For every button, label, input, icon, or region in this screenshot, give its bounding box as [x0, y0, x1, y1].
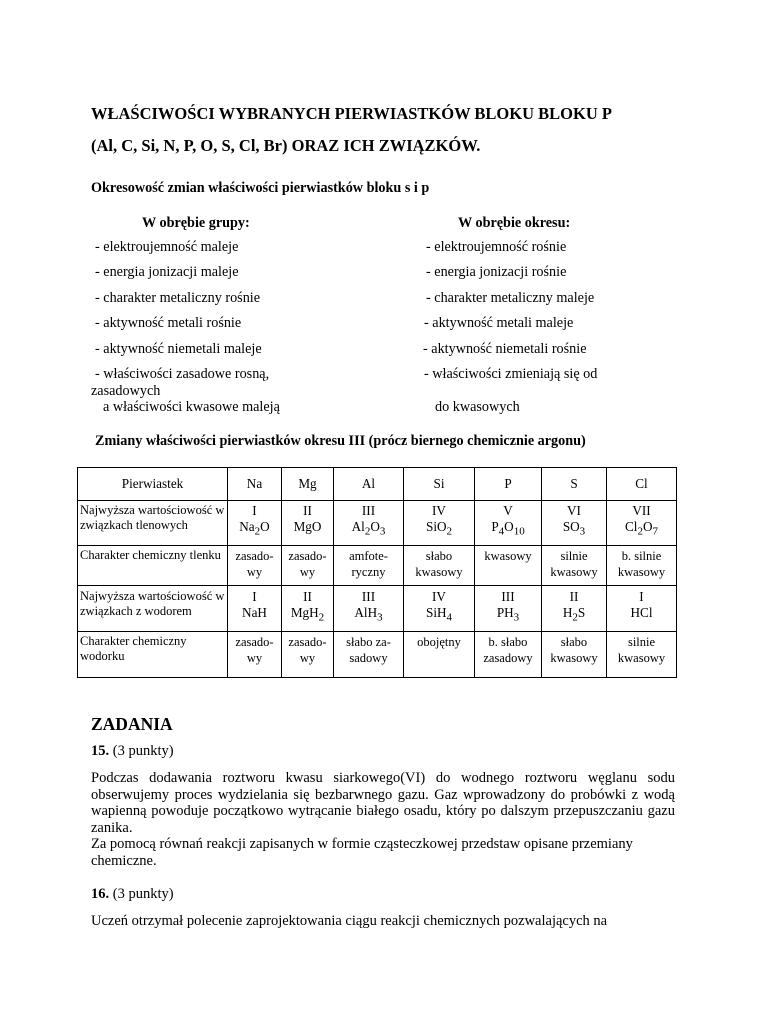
row-label [78, 501, 228, 546]
table-cell: I HCl [607, 586, 677, 632]
period-item: - elektroujemność rośnie [426, 239, 567, 255]
valence-value: V [503, 503, 513, 518]
table-cell: zasado- wy [282, 546, 334, 586]
group-item: - charakter metaliczny rośnie [95, 290, 261, 306]
group-item: - elektroujemność maleje [95, 239, 239, 255]
oxide-formula: MgO [293, 519, 322, 534]
table-row [78, 501, 677, 546]
hydride-formula: AlH$_3$ [354, 605, 383, 624]
table-cell: słabo kwasowy [404, 546, 475, 586]
period-heading: W obrębie okresu: [458, 215, 571, 231]
table-cell [282, 501, 334, 546]
period-item: - aktywność niemetali rośnie [423, 341, 587, 357]
group-heading: W obrębie grupy: [142, 215, 250, 231]
header-cell: Al [334, 468, 404, 501]
table-cell: kwasowy [475, 546, 542, 586]
table-cell: b. słabo zasadowy [475, 632, 542, 678]
table-cell: I NaH [228, 586, 282, 632]
row-label-text: Najwyższa wartościowość w związkach tlenowych [80, 503, 225, 532]
valence-value: IV [432, 503, 446, 518]
table-row [78, 586, 677, 632]
period-item: - charakter metaliczny maleje [426, 290, 595, 306]
header-cell: Mg [282, 468, 334, 501]
period-item: - aktywność metali maleje [424, 315, 574, 331]
group-item: a właściwości kwasowe maleją [103, 399, 280, 415]
table-cell: zasado- wy [228, 632, 282, 678]
header-cell: Na [228, 468, 282, 501]
period-item: do kwasowych [435, 399, 520, 415]
valence-value: I [252, 503, 257, 518]
table-cell: III $PH_3$ [475, 586, 542, 632]
document-title-line-1: WŁAŚCIWOŚCI WYBRANYCH PIERWIASTKÓW BLOKU BLOKU P [91, 104, 612, 123]
table-cell: słabo kwasowy [542, 632, 607, 678]
table-row [78, 546, 677, 586]
tasks-heading: ZADANIA [91, 714, 173, 734]
valence-value: VI [567, 503, 581, 518]
hydride-formula: $H_2S$ [562, 605, 586, 624]
oxide-formula: $Na_2O$ [239, 519, 270, 538]
period-three-properties-table [77, 467, 677, 678]
valence-value: II [303, 503, 312, 518]
oxide-formula: $P_4O_{10}$ [491, 519, 525, 538]
group-item: - energia jonizacji maleje [95, 264, 239, 280]
task-15-header [91, 743, 174, 760]
task-16-text: Uczeń otrzymał polecenie zaprojektowania ciągu reakcji chemicznych pozwalających na [91, 913, 608, 929]
document-title-line-2: (Al, C, Si, N, P, O, S, Cl, Br) ORAZ ICH ZWIĄZKÓW. [91, 136, 481, 155]
section-periodicity-heading: Okresowość zmian właściwości pierwiastków bloku s i p [91, 180, 430, 196]
row-label: Charakter chemiczny wodorku [78, 632, 228, 678]
table-cell: b. silnie kwasowy [607, 546, 677, 586]
table-cell [334, 501, 404, 546]
table-cell [542, 501, 607, 546]
group-item: - aktywność metali rośnie [95, 315, 242, 331]
row-label: Najwyższa wartościowość w związkach z wodorem [78, 586, 228, 632]
oxide-formula: $Al_2O_3$ [351, 519, 386, 538]
oxide-formula: $SO_3$ [562, 519, 586, 538]
hydride-formula: NaH [242, 605, 267, 620]
header-cell: Cl [607, 468, 677, 501]
valence-value: VII [632, 503, 651, 518]
task-points: (3 punkty) [112, 886, 174, 902]
valence-value: III [361, 503, 376, 518]
task-number: 15. [91, 743, 110, 759]
table-cell: obojętny [404, 632, 475, 678]
table-header-row [78, 468, 677, 501]
task-15-text: Podczas dodawania roztworu kwasu siarkowego(VI) do wodnego roztworu węglanu sodu obserwujemy proces wydzielania się bezbarwnego gazu. Gaz wprowadzony do probówki z wodą wapienną powoduje początkowo wytrącanie białego osadu, który po dalszym przepuszczaniu gazu zanika. [91, 770, 675, 836]
table-cell: II $H_2S$ [542, 586, 607, 632]
group-item: - właściwości zasadowe rosną, [95, 366, 270, 382]
period-item: - energia jonizacji rośnie [426, 264, 567, 280]
header-cell: Si [404, 468, 475, 501]
period-item: - właściwości zmieniają się od [424, 366, 598, 382]
table-cell: zasado- wy [228, 546, 282, 586]
section-period-three-heading: Zmiany właściwości pierwiastków okresu III (prócz biernego chemicznie argonu) [95, 433, 586, 449]
table-cell: III AlH$_3$ [334, 586, 404, 632]
table-cell: amfote- ryczny [334, 546, 404, 586]
header-cell: P [475, 468, 542, 501]
group-item: - aktywność niemetali maleje [95, 341, 262, 357]
table-cell: silnie kwasowy [607, 632, 677, 678]
hydride-formula: SiH$_4$ [425, 605, 453, 624]
header-cell: Pierwiastek [78, 468, 228, 501]
table-cell: słabo za- sadowy [334, 632, 404, 678]
task-number: 16. [91, 886, 110, 902]
table-cell: zasado- wy [282, 632, 334, 678]
table-cell [607, 501, 677, 546]
table-cell [228, 501, 282, 546]
oxide-formula: $Cl_2O_7$ [625, 519, 658, 538]
group-item: zasadowych [91, 383, 161, 399]
header-cell: S [542, 468, 607, 501]
task-points: (3 punkty) [112, 743, 174, 759]
table-cell [475, 501, 542, 546]
task-16-header [91, 886, 174, 903]
table-row [78, 632, 677, 678]
table-cell [404, 501, 475, 546]
table-cell: silnie kwasowy [542, 546, 607, 586]
hydride-formula: $PH_3$ [496, 605, 520, 624]
hydride-formula: MgH$_2$ [290, 605, 325, 624]
table-cell: II MgH$_2$ [282, 586, 334, 632]
hydride-formula: HCl [630, 605, 653, 620]
row-label: Charakter chemiczny tlenku [78, 546, 228, 586]
table-cell: IV SiH$_4$ [404, 586, 475, 632]
task-15-instruction: Za pomocą równań reakcji zapisanych w formie cząsteczkowej przedstaw opisane przemiany chemiczne. [91, 836, 633, 869]
oxide-formula: SiO$_2$ [425, 519, 453, 538]
